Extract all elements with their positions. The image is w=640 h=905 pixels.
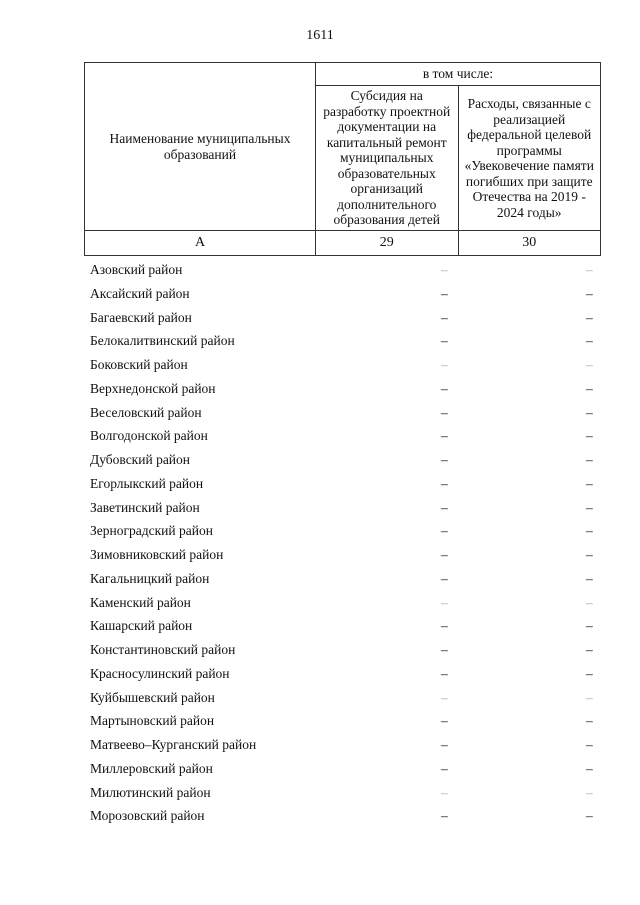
value-29: – — [441, 737, 448, 752]
value-29: – — [441, 404, 448, 420]
district-name: Кагальницкий район — [90, 570, 210, 586]
table-body — [84, 258, 601, 828]
code-30-cell: 30 — [458, 231, 601, 256]
value-30: – — [586, 262, 593, 277]
district-name: Миллеровский район — [90, 760, 213, 776]
value-30: – — [586, 713, 593, 729]
district-name: Зерноградский район — [90, 523, 213, 539]
district-name: Зимовниковский район — [90, 547, 224, 562]
district-name: Красносулинский район — [90, 665, 230, 681]
table-row — [84, 258, 601, 282]
value-29: – — [441, 285, 448, 301]
value-29: – — [441, 689, 448, 705]
value-30: – — [586, 285, 593, 301]
district-name: Боковский район — [90, 357, 188, 372]
table-row — [84, 804, 601, 828]
table-row — [84, 686, 601, 710]
table-row — [84, 306, 601, 330]
value-29: – — [441, 380, 448, 396]
value-30: – — [586, 333, 593, 349]
value-29: – — [441, 808, 448, 824]
district-name: Матвеево–Курганский район — [90, 737, 257, 752]
value-30: – — [586, 380, 593, 396]
value-30: – — [586, 499, 593, 515]
value-29: – — [441, 262, 448, 277]
value-29: – — [441, 452, 448, 467]
value-29: – — [441, 618, 448, 634]
district-name: Азовский район — [90, 262, 183, 277]
value-30: – — [586, 475, 593, 491]
value-29: – — [441, 570, 448, 586]
table-row — [84, 472, 601, 496]
value-29: – — [441, 594, 448, 610]
value-30: – — [586, 737, 593, 752]
district-name: Аксайский район — [90, 285, 190, 301]
value-29: – — [441, 760, 448, 776]
table-row — [84, 353, 601, 377]
district-name: Куйбышевский район — [90, 689, 215, 705]
district-name: Белокалитвинский район — [90, 333, 235, 349]
value-29: – — [441, 547, 448, 562]
value-29: – — [441, 309, 448, 325]
column-29-header: Субсидия на разработку проектной документации на капитальный ремонт муниципальных образовательных организаций дополнительного образования детей — [316, 86, 459, 231]
table-row — [84, 282, 601, 306]
value-29: – — [441, 475, 448, 491]
value-30: – — [586, 428, 593, 444]
value-29: – — [441, 523, 448, 539]
table-row — [84, 757, 601, 781]
value-30: – — [586, 618, 593, 634]
value-30: – — [586, 689, 593, 705]
district-name: Мартыновский район — [90, 713, 215, 729]
value-29: – — [441, 642, 448, 657]
value-30: – — [586, 523, 593, 539]
including-header: в том числе: — [316, 63, 601, 86]
district-name: Волгодонской район — [90, 428, 208, 444]
value-29: – — [441, 784, 448, 800]
value-30: – — [586, 594, 593, 610]
table-row — [84, 329, 601, 353]
value-30: – — [586, 570, 593, 586]
district-name: Багаевский район — [90, 309, 192, 325]
page-number: 1611 — [306, 28, 334, 43]
table-row — [84, 733, 601, 757]
value-30: – — [586, 309, 593, 325]
table-row — [84, 543, 601, 567]
table-row — [84, 424, 601, 448]
district-name: Егорлыкский район — [90, 475, 204, 491]
district-name: Константиновский район — [90, 642, 236, 657]
value-29: – — [441, 665, 448, 681]
column-30-header: Расходы, связанные с реализацией федеральной целевой программы «Увековечение памяти погибших при защите Отечества на 2019 - 2024 годы» — [458, 86, 601, 231]
district-name: Каменский район — [90, 594, 191, 610]
value-30: – — [586, 808, 593, 824]
district-name: Верхнедонской район — [90, 380, 216, 396]
table-header — [84, 62, 601, 256]
district-name: Милютинский район — [90, 784, 211, 800]
district-name: Заветинский район — [90, 499, 200, 515]
table-row — [84, 401, 601, 425]
table-row — [84, 519, 601, 543]
table-row — [84, 377, 601, 401]
table-row — [84, 662, 601, 686]
value-29: – — [441, 499, 448, 515]
value-30: – — [586, 642, 593, 657]
value-30: – — [586, 784, 593, 800]
table-row — [84, 567, 601, 591]
table-row — [84, 781, 601, 805]
value-29: – — [441, 428, 448, 444]
value-30: – — [586, 452, 593, 467]
district-name: Морозовский район — [90, 808, 205, 824]
table-row — [84, 614, 601, 638]
code-29-cell: 29 — [316, 231, 459, 256]
table-row — [84, 496, 601, 520]
value-30: – — [586, 547, 593, 562]
table-row — [84, 638, 601, 662]
value-30: – — [586, 404, 593, 420]
code-a-cell: А — [85, 231, 316, 256]
name-column-header: Наименование муниципальных образований — [85, 63, 316, 231]
table-row — [84, 709, 601, 733]
table-row — [84, 591, 601, 615]
district-name: Кашарский район — [90, 618, 193, 634]
value-29: – — [441, 713, 448, 729]
value-29: – — [441, 333, 448, 349]
value-29: – — [441, 357, 448, 372]
district-name: Веселовский район — [90, 404, 202, 420]
table-row — [84, 448, 601, 472]
district-name: Дубовский район — [90, 452, 191, 467]
value-30: – — [586, 357, 593, 372]
value-30: – — [586, 760, 593, 776]
value-30: – — [586, 665, 593, 681]
